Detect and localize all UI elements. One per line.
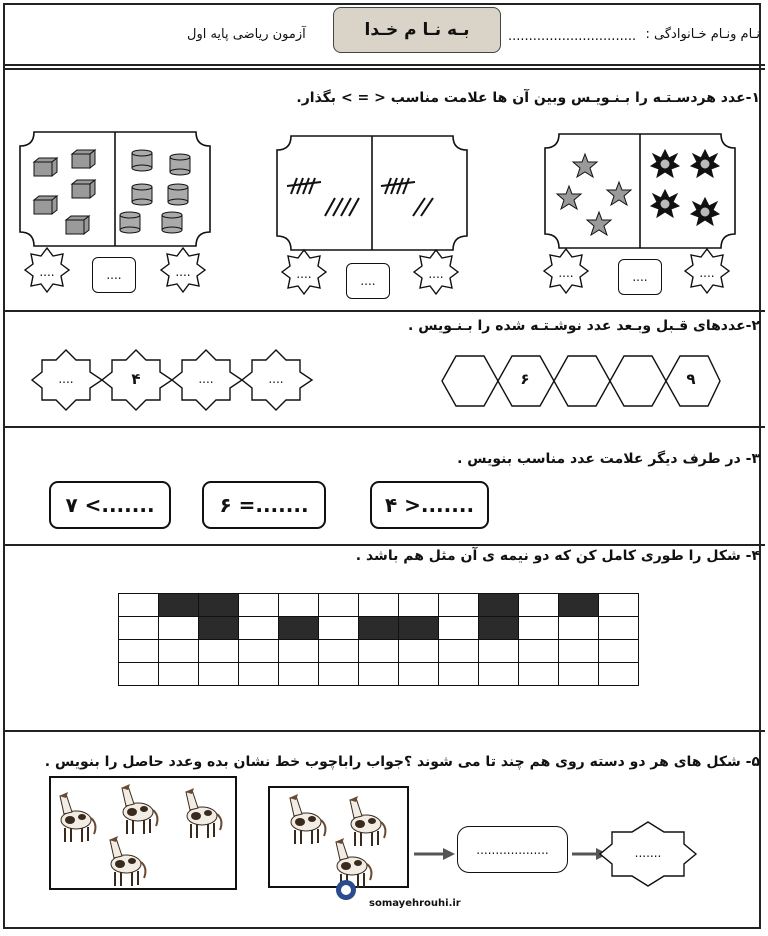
grid-cell[interactable] bbox=[239, 640, 279, 663]
q3-instruction: ۳- در طرف دیگر علامت عدد مناسب بنویس . bbox=[457, 451, 760, 467]
group-cubes-cylinders bbox=[20, 132, 210, 246]
grid-cell[interactable] bbox=[359, 663, 399, 686]
compare-box[interactable]: .... bbox=[346, 263, 390, 299]
chain-star-value[interactable]: .... bbox=[268, 372, 284, 386]
grid-cell[interactable] bbox=[319, 617, 359, 640]
grid-cell[interactable] bbox=[559, 594, 599, 617]
grid-cell[interactable] bbox=[479, 617, 519, 640]
grid-cell[interactable] bbox=[599, 640, 639, 663]
chain-star-value[interactable]: .... bbox=[58, 372, 74, 386]
grid-cell[interactable] bbox=[199, 594, 239, 617]
compare-box-6[interactable]: ۶ =....... bbox=[202, 481, 326, 529]
grid-cell[interactable] bbox=[199, 640, 239, 663]
divider bbox=[3, 544, 765, 546]
grid-cell[interactable] bbox=[159, 640, 199, 663]
q2-instruction: ۲-عددهای قـبل وبـعد عدد نوشـتـه شده را بـنـویس . bbox=[408, 318, 760, 334]
grid-cell[interactable] bbox=[199, 617, 239, 640]
subject-label: آزمون ریاضی پایه اول bbox=[187, 27, 306, 42]
grid-cell[interactable] bbox=[399, 594, 439, 617]
grid-cell[interactable] bbox=[199, 663, 239, 686]
page-title: بـه نـا م خـدا bbox=[333, 7, 501, 53]
grid-cell[interactable] bbox=[239, 617, 279, 640]
grid-cell[interactable] bbox=[399, 640, 439, 663]
chain-star-value: ۴ bbox=[131, 370, 141, 388]
arrow-icon bbox=[414, 848, 455, 860]
grid-cell[interactable] bbox=[119, 640, 159, 663]
hex-value: ۹ bbox=[686, 370, 696, 388]
grid-cell[interactable] bbox=[159, 594, 199, 617]
grid-cell[interactable] bbox=[359, 594, 399, 617]
grid-cell[interactable] bbox=[279, 594, 319, 617]
divider bbox=[3, 64, 765, 66]
grid-cell[interactable] bbox=[159, 617, 199, 640]
group-tally-marks bbox=[277, 136, 467, 250]
grid-cell[interactable] bbox=[279, 663, 319, 686]
compare-box-4[interactable]: ۴ >....... bbox=[370, 481, 489, 529]
grid-cell[interactable] bbox=[599, 594, 639, 617]
divider bbox=[3, 730, 765, 732]
q5-instruction: ۵- شکل های هر دو دسته روی هم چند تا می شوند ؟جواب راباچوب خط نشان بده وعدد حاصل را بنویس . bbox=[44, 754, 760, 770]
grid-row bbox=[119, 663, 639, 686]
grid-cell[interactable] bbox=[239, 594, 279, 617]
divider bbox=[3, 68, 765, 70]
grid-row bbox=[119, 640, 639, 663]
footer-url: somayehrouhi.ir bbox=[369, 898, 461, 909]
name-label: نـام ونـام خـانوادگی : bbox=[645, 27, 760, 42]
grid-cell[interactable] bbox=[279, 640, 319, 663]
answer-blank[interactable]: .... bbox=[296, 267, 312, 281]
grid-cell[interactable] bbox=[439, 617, 479, 640]
divider bbox=[3, 426, 765, 428]
grid-cell[interactable] bbox=[319, 594, 359, 617]
compare-box[interactable]: .... bbox=[92, 257, 136, 293]
answer-box[interactable]: ................... bbox=[457, 826, 568, 873]
grid-row bbox=[119, 594, 639, 617]
grid-cell[interactable] bbox=[119, 617, 159, 640]
group-stars-suns bbox=[545, 134, 735, 248]
grid-cell[interactable] bbox=[319, 663, 359, 686]
grid-cell[interactable] bbox=[519, 663, 559, 686]
grid-cell[interactable] bbox=[239, 663, 279, 686]
grid-cell[interactable] bbox=[439, 594, 479, 617]
answer-blank[interactable]: .... bbox=[428, 267, 444, 281]
grid-cell[interactable] bbox=[119, 594, 159, 617]
grid-cell[interactable] bbox=[399, 663, 439, 686]
answer-blank[interactable]: .... bbox=[558, 266, 574, 280]
grid-row bbox=[119, 617, 639, 640]
answer-star-dots[interactable]: ....... bbox=[634, 846, 662, 860]
hex-value: ۶ bbox=[520, 370, 530, 388]
grid-cell[interactable] bbox=[279, 617, 319, 640]
q1-instruction: ۱-عدد هردسـتـه را بـنـویـس وبین آن ها علامت مناسب < = > بگذار. bbox=[296, 90, 760, 106]
grid-cell[interactable] bbox=[559, 663, 599, 686]
q4-instruction: ۴- شکل را طوری کامل کن که دو نیمه ی آن مثل هم باشد . bbox=[355, 548, 760, 564]
grid-cell[interactable] bbox=[479, 640, 519, 663]
grid-cell[interactable] bbox=[439, 640, 479, 663]
compare-box-7[interactable]: ۷ <....... bbox=[49, 481, 171, 529]
answer-blank[interactable]: .... bbox=[39, 265, 55, 279]
horse-pictures bbox=[0, 770, 768, 900]
site-logo bbox=[336, 880, 356, 900]
grid-cell[interactable] bbox=[559, 640, 599, 663]
grid-cell[interactable] bbox=[159, 663, 199, 686]
grid-cell[interactable] bbox=[359, 617, 399, 640]
grid-cell[interactable] bbox=[519, 640, 559, 663]
grid-cell[interactable] bbox=[599, 617, 639, 640]
compare-box[interactable]: .... bbox=[618, 259, 662, 295]
answer-blank[interactable]: .... bbox=[699, 266, 715, 280]
chain-star-value[interactable]: .... bbox=[198, 372, 214, 386]
grid-cell[interactable] bbox=[119, 663, 159, 686]
name-dots[interactable]: ............................... bbox=[508, 29, 637, 44]
grid-cell[interactable] bbox=[479, 594, 519, 617]
grid-cell[interactable] bbox=[399, 617, 439, 640]
grid-cell[interactable] bbox=[319, 640, 359, 663]
grid-cell[interactable] bbox=[479, 663, 519, 686]
grid-cell[interactable] bbox=[439, 663, 479, 686]
grid-cell[interactable] bbox=[599, 663, 639, 686]
divider bbox=[3, 310, 765, 312]
grid-cell[interactable] bbox=[519, 617, 559, 640]
grid-cell[interactable] bbox=[559, 617, 599, 640]
symmetry-grid[interactable] bbox=[118, 593, 639, 686]
grid-cell[interactable] bbox=[519, 594, 559, 617]
answer-blank[interactable]: .... bbox=[175, 265, 191, 279]
grid-cell[interactable] bbox=[359, 640, 399, 663]
